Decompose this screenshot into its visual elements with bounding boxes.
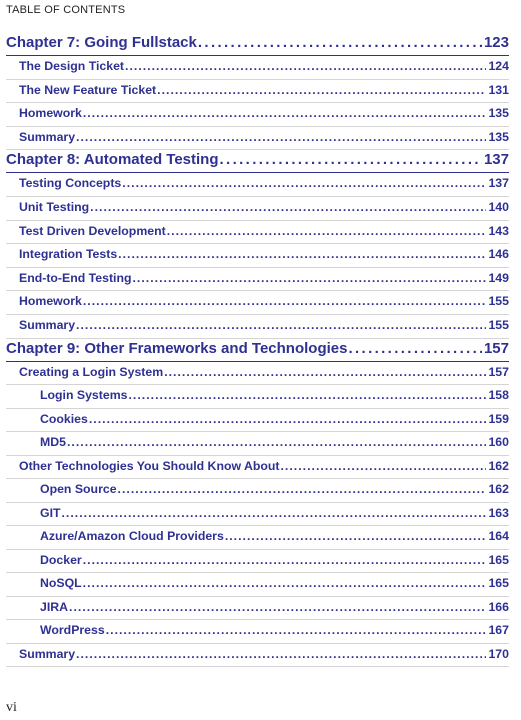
toc-entry-title: Unit Testing xyxy=(19,199,90,214)
toc-entry-section[interactable] xyxy=(6,80,509,104)
toc-entry-page: 160 xyxy=(488,435,509,450)
dot-leader xyxy=(118,479,487,499)
toc-entry-section[interactable] xyxy=(6,197,509,221)
dot-leader xyxy=(89,409,487,429)
dot-leader xyxy=(125,56,486,76)
toc-entry-page: 146 xyxy=(488,247,509,262)
dot-leader xyxy=(67,432,487,452)
toc-entry-page: 157 xyxy=(488,364,509,379)
dot-leader xyxy=(76,644,486,664)
dot-leader xyxy=(220,150,482,169)
toc-entry-page: 155 xyxy=(488,317,509,332)
toc-entry-page: 124 xyxy=(488,59,509,73)
toc-entry-sub[interactable] xyxy=(6,432,509,456)
toc-entry-title: Chapter 9: Other Frameworks and Technologies xyxy=(6,339,348,357)
toc-entry-page: 149 xyxy=(488,270,509,285)
toc-entry-page: 131 xyxy=(488,82,509,97)
dot-leader xyxy=(69,597,486,617)
toc-entry-page: 167 xyxy=(488,623,509,638)
toc-entry-page: 137 xyxy=(488,176,509,191)
toc-entry-section[interactable] xyxy=(6,56,509,80)
dot-leader xyxy=(198,33,482,52)
toc-entry-title: JIRA xyxy=(40,599,69,614)
toc-entry-page: 159 xyxy=(488,411,509,426)
toc-entry-section[interactable] xyxy=(6,221,509,245)
toc-entry-sub[interactable] xyxy=(6,409,509,433)
toc-entry-page: 157 xyxy=(483,339,509,357)
dot-leader xyxy=(118,244,486,264)
dot-leader xyxy=(83,573,487,593)
dot-leader xyxy=(225,526,487,546)
toc-entry-section[interactable] xyxy=(6,173,509,197)
toc-entry-title: The New Feature Ticket xyxy=(19,82,157,97)
toc-entry-chapter[interactable] xyxy=(6,150,509,173)
dot-leader xyxy=(164,362,486,382)
toc-entry-title: Chapter 7: Going Fullstack xyxy=(6,34,197,51)
toc-entry-page: 162 xyxy=(488,482,509,497)
toc-entry-page: 135 xyxy=(488,129,509,144)
toc-entry-section[interactable] xyxy=(6,644,509,668)
toc-entry-chapter[interactable] xyxy=(6,339,509,362)
dot-leader xyxy=(90,197,486,217)
toc-entry-section[interactable] xyxy=(6,456,509,480)
toc-entry-chapter[interactable] xyxy=(6,33,509,56)
toc-entry-title: Homework xyxy=(19,106,82,121)
toc-entry-title: Login Systems xyxy=(40,388,128,403)
toc-entry-page: 166 xyxy=(488,599,509,614)
toc-entry-title: Test Driven Development xyxy=(19,223,166,238)
dot-leader xyxy=(62,503,487,523)
toc-entry-section[interactable] xyxy=(6,127,509,151)
dot-leader xyxy=(83,103,487,123)
running-header: TABLE OF CONTENTS xyxy=(6,4,126,16)
toc-entry-page: 143 xyxy=(488,223,509,238)
toc-entry-sub[interactable] xyxy=(6,573,509,597)
dot-leader xyxy=(122,173,486,193)
dot-leader xyxy=(132,268,486,288)
toc-entry-title: GIT xyxy=(40,505,61,520)
dot-leader xyxy=(348,339,482,358)
toc-entry-title: Azure/Amazon Cloud Providers xyxy=(40,529,224,544)
toc-entry-title: NoSQL xyxy=(40,576,82,591)
toc-entry-page: 140 xyxy=(488,199,509,214)
toc-entry-page: 162 xyxy=(488,458,509,473)
dot-leader xyxy=(76,315,486,335)
toc-entry-section[interactable] xyxy=(6,362,509,386)
toc-entry-page: 123 xyxy=(483,34,509,51)
toc-entry-title: Homework xyxy=(19,294,82,309)
dot-leader xyxy=(128,385,486,405)
toc-entry-title: Cookies xyxy=(40,411,88,426)
toc-entry-title: MD5 xyxy=(40,435,66,450)
toc-entry-title: Docker xyxy=(40,552,82,567)
toc-entry-sub[interactable] xyxy=(6,503,509,527)
toc-entry-title: Other Technologies You Should Know About xyxy=(19,458,280,473)
toc-entry-page: 163 xyxy=(488,505,509,520)
dot-leader xyxy=(157,80,486,100)
toc-entry-page: 164 xyxy=(488,529,509,544)
dot-leader xyxy=(76,127,486,147)
toc-entry-title: Chapter 8: Automated Testing xyxy=(6,151,219,169)
toc-entry-title: Testing Concepts xyxy=(19,176,122,191)
page-number: vi xyxy=(6,700,17,715)
toc-entry-page: 170 xyxy=(488,646,509,661)
toc-entry-section[interactable] xyxy=(6,268,509,292)
dot-leader xyxy=(281,456,487,476)
toc-entry-title: Summary xyxy=(19,129,76,144)
toc-entry-title: WordPress xyxy=(40,623,105,638)
toc-entry-sub[interactable] xyxy=(6,479,509,503)
toc-entry-sub[interactable] xyxy=(6,550,509,574)
toc-entry-sub[interactable] xyxy=(6,620,509,644)
dot-leader xyxy=(83,550,487,570)
dot-leader xyxy=(167,221,487,241)
dot-leader xyxy=(106,620,487,640)
toc-entry-page: 158 xyxy=(488,388,509,403)
table-of-contents xyxy=(6,33,509,667)
toc-entry-page: 165 xyxy=(488,552,509,567)
toc-entry-page: 165 xyxy=(488,576,509,591)
toc-entry-title: Summary xyxy=(19,646,76,661)
toc-entry-section[interactable] xyxy=(6,103,509,127)
toc-entry-title: Summary xyxy=(19,317,76,332)
toc-entry-section[interactable] xyxy=(6,244,509,268)
toc-entry-section[interactable] xyxy=(6,291,509,315)
toc-entry-title: End-to-End Testing xyxy=(19,270,132,285)
toc-entry-sub[interactable] xyxy=(6,597,509,621)
toc-entry-page: 155 xyxy=(488,294,509,309)
dot-leader xyxy=(83,291,487,311)
toc-entry-page: 135 xyxy=(488,106,509,121)
toc-entry-title: Open Source xyxy=(40,482,117,497)
toc-entry-title: The Design Ticket xyxy=(19,59,125,73)
toc-entry-page: 137 xyxy=(483,151,509,169)
toc-entry-section[interactable] xyxy=(6,315,509,339)
toc-entry-sub[interactable] xyxy=(6,526,509,550)
toc-entry-sub[interactable] xyxy=(6,385,509,409)
toc-entry-title: Creating a Login System xyxy=(19,364,164,379)
toc-entry-title: Integration Tests xyxy=(19,247,118,262)
